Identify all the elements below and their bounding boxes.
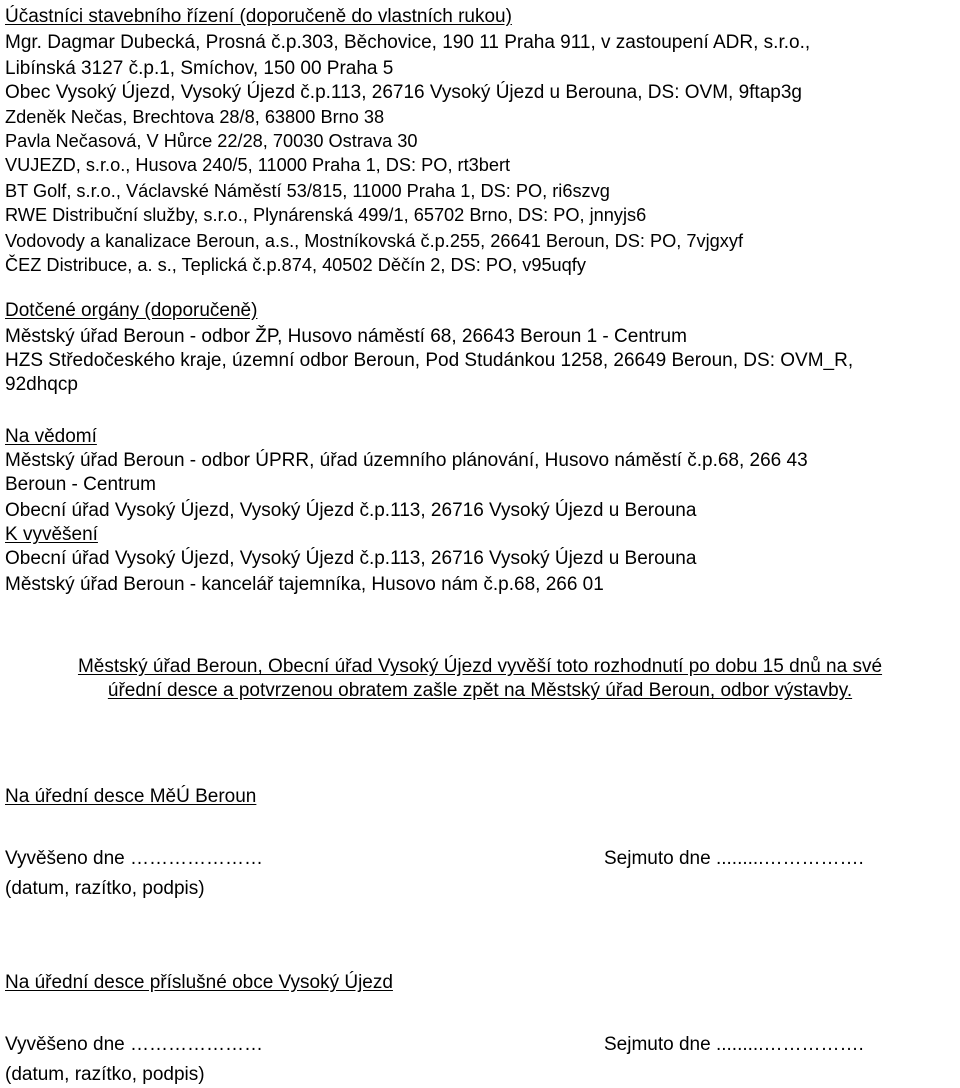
notice-line: Městský úřad Beroun, Obecní úřad Vysoký Újezd vyvěší toto rozhodnutí po dobu 15 dnů na své: [77, 656, 883, 677]
participant-line: Obec Vysoký Újezd, Vysoký Újezd č.p.113, 26716 Vysoký Újezd u Berouna, DS: OVM, 9ftap3g: [5, 82, 802, 103]
authority-line: Městský úřad Beroun - odbor ŽP, Husovo náměstí 68, 26643 Beroun 1 - Centrum: [5, 326, 687, 347]
to-post-heading: K vyvěšení: [5, 524, 98, 545]
board-municipality-heading: Na úřední desce příslušné obce Vysoký Újezd: [5, 972, 393, 993]
removed-date-field: Sejmuto dne .........…………….: [604, 1034, 864, 1055]
participants-heading: Účastníci stavebního řízení (doporučeně do vlastních rukou): [5, 6, 512, 27]
participant-line: Vodovody a kanalizace Beroun, a.s., Mostníkovská č.p.255, 26641 Beroun, DS: PO, 7vjgxyf: [5, 231, 744, 251]
removed-date-field: Sejmuto dne .........…………….: [604, 848, 864, 869]
participant-line: Pavla Nečasová, V Hůrce 22/28, 70030 Ostrava 30: [5, 131, 418, 151]
stamp-note: (datum, razítko, podpis): [5, 878, 205, 899]
participant-line: Mgr. Dagmar Dubecká, Prosná č.p.303, Běchovice, 190 11 Praha 911, v zastoupení ADR, s.r.o.,: [5, 32, 811, 53]
authority-line: 92dhqcp: [5, 374, 78, 395]
to-post-line: Obecní úřad Vysoký Újezd, Vysoký Újezd č.p.113, 26716 Vysoký Újezd u Berouna: [5, 548, 697, 569]
for-info-line: Obecní úřad Vysoký Újezd, Vysoký Újezd č.p.113, 26716 Vysoký Újezd u Berouna: [5, 500, 697, 521]
board-beroun-heading: Na úřední desce MěÚ Beroun: [5, 786, 257, 807]
posted-date-field: Vyvěšeno dne …………………: [5, 1034, 263, 1055]
for-info-line: Městský úřad Beroun - odbor ÚPRR, úřad územního plánování, Husovo náměstí č.p.68, 266 43: [5, 450, 808, 471]
participant-line: Libínská 3127 č.p.1, Smíchov, 150 00 Praha 5: [5, 58, 394, 79]
participant-line: ČEZ Distribuce, a. s., Teplická č.p.874, 40502 Děčín 2, DS: PO, v95uqfy: [5, 255, 586, 275]
posted-date-field: Vyvěšeno dne …………………: [5, 848, 263, 869]
participant-line: RWE Distribuční služby, s.r.o., Plynárenská 499/1, 65702 Brno, DS: PO, jnnyjs6: [5, 205, 647, 225]
for-info-heading: Na vědomí: [5, 426, 97, 447]
authorities-heading: Dotčené orgány (doporučeně): [5, 300, 258, 321]
participant-line: BT Golf, s.r.o., Václavské Náměstí 53/815, 11000 Praha 1, DS: PO, ri6szvg: [5, 181, 610, 201]
to-post-line: Městský úřad Beroun - kancelář tajemníka, Husovo nám č.p.68, 266 01: [5, 574, 604, 595]
participant-line: VUJEZD, s.r.o., Husova 240/5, 11000 Praha 1, DS: PO, rt3bert: [5, 155, 511, 175]
for-info-line: Beroun - Centrum: [5, 474, 157, 495]
participant-line: Zdeněk Nečas, Brechtova 28/8, 63800 Brno 38: [5, 107, 385, 127]
stamp-note: (datum, razítko, podpis): [5, 1064, 205, 1085]
authority-line: HZS Středočeského kraje, územní odbor Beroun, Pod Studánkou 1258, 26649 Beroun, DS: OVM_R,: [5, 350, 854, 371]
notice-line: úřední desce a potvrzenou obratem zašle zpět na Městský úřad Beroun, odbor výstavby.: [107, 680, 853, 701]
